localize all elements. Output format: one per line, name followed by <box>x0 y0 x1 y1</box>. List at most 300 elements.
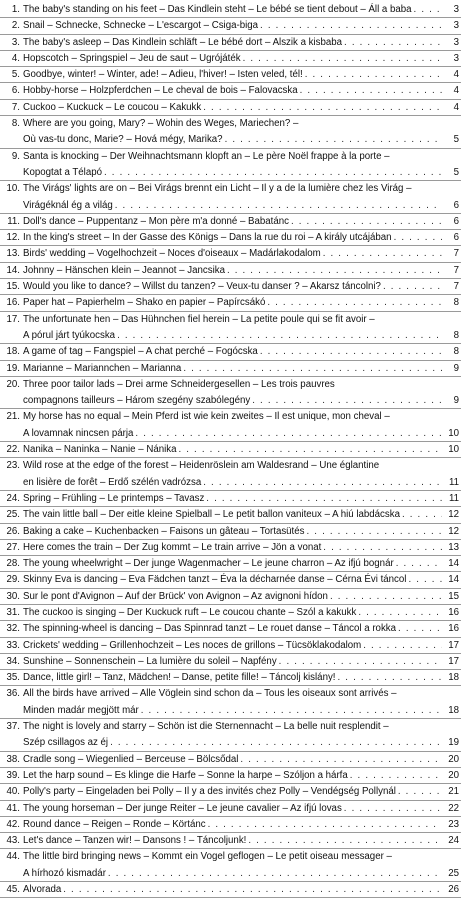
page-number: 20 <box>448 769 459 781</box>
entry-title: A game of tag – Fangspiel – A chat perché – Fogócska <box>23 346 258 358</box>
page-number: 4 <box>453 69 459 81</box>
entry-title: In the king's street – In der Gasse des Königs – Dans la rue du roi – A király utcájában <box>23 232 392 244</box>
entry-number: 40. <box>6 786 20 798</box>
dot-leader <box>115 328 442 344</box>
page-number: 11 <box>448 492 459 504</box>
dot-leader <box>328 589 442 605</box>
entry-body <box>23 670 442 686</box>
entry-body <box>23 882 442 898</box>
toc-entry <box>0 344 461 360</box>
entry-body <box>23 67 442 83</box>
dot-leader <box>206 817 442 833</box>
dot-leader <box>412 2 442 18</box>
dot-leader <box>250 393 442 409</box>
entry-title: The unfortunate hen – Das Hühnchen fiel herein – La petite poule qui se fit avoir – <box>23 313 375 325</box>
entry-body <box>23 344 442 360</box>
toc-entry <box>0 51 461 67</box>
entry-body <box>23 768 442 784</box>
page-number: 8 <box>453 297 459 309</box>
page-number: 13 <box>448 541 459 553</box>
entry-number: 34. <box>6 655 20 667</box>
entry-title: Kopogtat a Télapó <box>23 166 102 178</box>
entry-body <box>23 703 442 719</box>
page-number: 12 <box>448 509 459 521</box>
page-number: 7 <box>453 264 459 276</box>
entry-title: The little bird bringing news – Kommt ein Vogel geflogen – Le petit oiseau messager – <box>23 851 392 863</box>
dot-leader <box>102 165 442 181</box>
dot-leader <box>201 475 442 491</box>
toc-entry <box>0 572 461 588</box>
dot-leader <box>238 752 442 768</box>
entry-title: The vain little ball – Der eitle kleine Spielball – Le petit ballon vaniteux – A hiú labdácska <box>23 509 400 521</box>
entry-title: Three poor tailor lads – Drei arme Schneidergesellen – Les trois pauvres <box>23 378 335 390</box>
dot-leader <box>265 295 442 311</box>
entry-body <box>23 198 442 214</box>
toc-entry <box>0 849 461 865</box>
entry-title: Polly's party – Eingeladen bei Polly – Il y a des invités chez Polly – Vendégség Pollynál <box>23 786 396 798</box>
toc-entry <box>0 524 461 540</box>
entry-number: 43. <box>6 835 20 847</box>
dot-leader <box>396 621 442 637</box>
entry-title: Let's dance – Tanzen wir! – Dansons ! – Táncoljunk! <box>23 835 247 847</box>
toc-entry <box>0 149 461 165</box>
entry-body <box>23 589 442 605</box>
page-number: 6 <box>453 215 459 227</box>
toc-entry <box>0 784 461 800</box>
entry-body <box>23 426 442 442</box>
entry-number: 8. <box>11 118 20 130</box>
entry-body <box>23 654 442 670</box>
page-number: 8 <box>453 346 459 358</box>
page-number: 25 <box>448 867 459 879</box>
page-number: 8 <box>453 329 459 341</box>
entry-number: 2. <box>11 20 20 32</box>
toc-entry-continuation <box>0 198 461 214</box>
toc-entry <box>0 654 461 670</box>
entry-number: 18. <box>6 346 20 358</box>
page-number: 3 <box>453 20 459 32</box>
toc-entry-continuation <box>0 165 461 181</box>
toc-entry-continuation <box>0 703 461 719</box>
entry-title: The Virágs' lights are on – Bei Virágs brennt ein Licht – Il y a de la lumière chez les Virág – <box>23 183 412 195</box>
entry-title: All the birds have arrived – Alle Vöglein sind schon da – Tous les oiseaux sont arrivés – <box>23 688 397 700</box>
dot-leader <box>277 654 442 670</box>
entry-body <box>23 752 442 768</box>
entry-number: 1. <box>11 4 20 15</box>
page-number: 16 <box>448 606 459 618</box>
entry-number: 6. <box>11 85 20 97</box>
entry-number: 12. <box>6 232 20 244</box>
entry-body <box>23 719 442 735</box>
entry-body <box>23 491 442 507</box>
toc-entry-continuation <box>0 866 461 882</box>
page-number: 26 <box>448 884 459 896</box>
entry-body <box>23 556 442 572</box>
entry-title: Round dance – Reigen – Ronde – Körtánc <box>23 818 206 830</box>
entry-title: Goodbye, winter! – Winter, ade! – Adieu, l'hiver! – Isten veled, tél! <box>23 69 303 81</box>
entry-body <box>23 442 442 458</box>
toc-entry <box>0 507 461 523</box>
page-number: 3 <box>453 4 459 15</box>
entry-title: Would you like to dance? – Willst du tanzen? – Veux-tu danser ? – Akarsz táncolni? <box>23 281 381 293</box>
toc-entry <box>0 246 461 262</box>
entry-body <box>23 214 442 230</box>
entry-body <box>23 149 442 165</box>
dot-leader <box>348 768 442 784</box>
page-number: 9 <box>453 395 459 407</box>
entry-number: 28. <box>6 558 20 570</box>
page-number: 9 <box>453 362 459 374</box>
dot-leader <box>223 132 442 148</box>
entry-title: Dance, little girl! – Tanz, Mädchen! – Danse, petite fille! – Táncolj kislány! <box>23 672 336 684</box>
page-number: 4 <box>453 85 459 97</box>
entry-title: Baking a cake – Kuchenbacken – Faisons un gâteau – Tortasütés <box>23 525 305 537</box>
entry-body <box>23 524 442 540</box>
entry-title: Virágéknál ég a világ <box>23 199 113 211</box>
page-number: 14 <box>448 574 459 586</box>
dot-leader <box>246 833 442 849</box>
entry-body <box>23 181 442 197</box>
entry-body <box>23 507 442 523</box>
dot-leader <box>342 801 442 817</box>
dot-leader <box>241 51 442 67</box>
page-number: 16 <box>448 623 459 635</box>
entry-title: A lovamnak nincsen párja <box>23 427 134 439</box>
toc-entry <box>0 540 461 556</box>
page-number: 3 <box>453 52 459 64</box>
entry-number: 44. <box>6 851 20 863</box>
page-number: 14 <box>448 558 459 570</box>
entry-title: Skinny Eva is dancing – Eva Fädchen tanzt – Éva la décharnée danse – Cérna Évi táncol <box>23 574 407 586</box>
entry-title: The cuckoo is singing – Der Kuckuck ruft – Le coucou chante – Szól a kakukk <box>23 606 357 618</box>
page-number: 4 <box>453 101 459 113</box>
toc-entry <box>0 833 461 849</box>
entry-number: 33. <box>6 639 20 651</box>
dot-leader <box>176 442 442 458</box>
entry-number: 19. <box>6 362 20 374</box>
toc-entry <box>0 214 461 230</box>
toc-entry <box>0 100 461 116</box>
entry-title: Minden madár megjött már <box>23 704 139 716</box>
entry-number: 27. <box>6 541 20 553</box>
page-number: 11 <box>448 476 459 488</box>
page-number: 6 <box>453 199 459 211</box>
entry-title: Spring – Frühling – Le printemps – Tavasz <box>23 492 205 504</box>
entry-number: 38. <box>6 753 20 765</box>
dot-leader <box>303 67 442 83</box>
entry-body <box>23 263 442 279</box>
page-number: 10 <box>448 427 459 439</box>
entry-title: Paper hat – Papierhelm – Shako en papier – Papírcsákó <box>23 297 266 309</box>
entry-number: 35. <box>6 672 20 684</box>
dot-leader <box>289 214 442 230</box>
dot-leader <box>108 735 442 751</box>
entry-body <box>23 51 442 67</box>
page-number: 7 <box>453 248 459 260</box>
dot-leader <box>342 35 442 51</box>
entry-title: Cradle song – Wiegenlied – Berceuse – Bölcsődal <box>23 753 239 765</box>
dot-leader <box>201 100 442 116</box>
entry-body <box>23 638 442 654</box>
toc-entry <box>0 83 461 99</box>
toc-entry <box>0 605 461 621</box>
entry-number: 3. <box>11 36 20 48</box>
toc-entry <box>0 882 461 898</box>
dot-leader <box>113 198 442 214</box>
entry-title: Marianne – Mariannchen – Marianna <box>23 362 182 374</box>
entry-title: Crickets' wedding – Grillenhochzeit – Les noces de grillons – Tücsöklakodalom <box>23 639 362 651</box>
dot-leader <box>406 572 442 588</box>
page-number: 20 <box>448 753 459 765</box>
toc-entry <box>0 35 461 51</box>
page-number: 6 <box>453 232 459 244</box>
toc-entry <box>0 361 461 377</box>
entry-title: My horse has no equal – Mein Pferd ist wie kein zweites – Il est unique, mon cheval – <box>23 411 390 423</box>
entry-number: 45. <box>6 884 20 896</box>
entry-title: compagnons tailleurs – Három szegény szabólegény <box>23 395 251 407</box>
entry-body <box>23 246 442 262</box>
entry-body <box>23 458 442 474</box>
page-number: 12 <box>448 525 459 537</box>
toc-entry <box>0 556 461 572</box>
dot-leader <box>321 540 442 556</box>
toc-entry <box>0 377 461 393</box>
entry-body <box>23 165 442 181</box>
entry-title: Let the harp sound – Es klinge die Harfe – Sonne la harpe – Szóljon a hárfa <box>23 769 348 781</box>
page-number: 21 <box>448 786 459 798</box>
dot-leader <box>336 670 443 686</box>
dot-leader <box>258 344 442 360</box>
entry-number: 37. <box>6 721 20 733</box>
toc-entry <box>0 589 461 605</box>
entry-body <box>23 100 442 116</box>
toc-entry-continuation <box>0 475 461 491</box>
dot-leader <box>133 426 442 442</box>
dot-leader <box>392 230 442 246</box>
entry-title: en lisière de forêt – Erdő szélén vadrózsa <box>23 476 202 488</box>
entry-number: 15. <box>6 281 20 293</box>
page-number: 5 <box>453 166 459 178</box>
entry-number: 30. <box>6 590 20 602</box>
entry-title: Doll's dance – Puppentanz – Mon père m'a donné – Babatánc <box>23 215 289 227</box>
entry-number: 29. <box>6 574 20 586</box>
entry-body <box>23 572 442 588</box>
entry-body <box>23 295 442 311</box>
toc-entry <box>0 670 461 686</box>
toc-entry-continuation <box>0 393 461 409</box>
toc-entry <box>0 458 461 474</box>
toc-entry <box>0 442 461 458</box>
entry-title: Hopscotch – Springspiel – Jeu de saut – Ugrójáték <box>23 52 241 64</box>
page-number: 18 <box>448 704 459 716</box>
toc-entry <box>0 263 461 279</box>
entry-body <box>23 230 442 246</box>
page-number: 3 <box>453 36 459 48</box>
toc-entry <box>0 181 461 197</box>
entry-title: Où vas-tu donc, Marie? – Hová mégy, Marika? <box>23 134 223 146</box>
toc-entry <box>0 817 461 833</box>
entry-title: Here comes the train – Der Zug kommt – Le train arrive – Jön a vonat <box>23 541 322 553</box>
dot-leader <box>321 246 442 262</box>
entry-title: The young horseman – Der junge Reiter – Le jeune cavalier – Az ifjú lovas <box>23 802 342 814</box>
entry-number: 22. <box>6 444 20 456</box>
dot-leader <box>61 882 442 898</box>
entry-title: Hobby-horse – Holzpferdchen – Le cheval de bois – Falovacska <box>23 85 298 97</box>
entry-body <box>23 83 442 99</box>
page-number: 17 <box>448 639 459 651</box>
entry-body <box>23 312 442 328</box>
entry-title: Snail – Schnecke, Schnecke – L'escargot – Csiga-biga <box>23 20 259 32</box>
entry-number: 32. <box>6 623 20 635</box>
entry-body <box>23 328 442 344</box>
entry-body <box>23 393 442 409</box>
entry-title: Sur le pont d'Avignon – Auf der Brück' von Avignon – Az avignoni hídon <box>23 590 328 602</box>
entry-number: 21. <box>6 411 20 423</box>
toc-entry <box>0 752 461 768</box>
page-number: 5 <box>453 134 459 146</box>
page-number: 24 <box>448 835 459 847</box>
toc-entry <box>0 621 461 637</box>
entry-number: 5. <box>11 69 20 81</box>
dot-leader <box>394 556 442 572</box>
entry-body <box>23 801 442 817</box>
entry-number: 41. <box>6 802 20 814</box>
dot-leader <box>305 524 443 540</box>
page-number: 15 <box>448 590 459 602</box>
toc-entry <box>0 638 461 654</box>
entry-title: The baby's standing on his feet – Das Kindlein steht – Le bébé se tient debout – Áll a baba <box>23 4 412 15</box>
dot-leader <box>225 263 442 279</box>
entry-number: 23. <box>6 460 20 472</box>
entry-body <box>23 377 442 393</box>
entry-body <box>23 2 442 18</box>
entry-title: Alvorada <box>23 884 62 896</box>
entry-body <box>23 116 442 132</box>
entry-title: Szép csillagos az éj <box>23 737 109 749</box>
entry-title: Johnny – Hänschen klein – Jeannot – Jancsika <box>23 264 225 276</box>
dot-leader <box>258 18 442 34</box>
entry-body <box>23 132 442 148</box>
entry-number: 10. <box>6 183 20 195</box>
dot-leader <box>106 866 442 882</box>
toc-entry-continuation <box>0 132 461 148</box>
toc-entry <box>0 67 461 83</box>
entry-title: The baby's asleep – Das Kindlein schläft – Le bébé dort – Alszik a kisbaba <box>23 36 343 48</box>
dot-leader <box>204 491 442 507</box>
entry-body <box>23 686 442 702</box>
entry-title: A hírhozó kismadár <box>23 867 106 879</box>
entry-body <box>23 605 442 621</box>
toc-entry-continuation <box>0 735 461 751</box>
entry-body <box>23 866 442 882</box>
toc-entry <box>0 18 461 34</box>
entry-body <box>23 35 442 51</box>
entry-number: 24. <box>6 492 20 504</box>
entry-body <box>23 18 442 34</box>
toc-entry <box>0 768 461 784</box>
toc-entry <box>0 2 461 18</box>
entry-number: 4. <box>11 52 20 64</box>
entry-body <box>23 409 442 425</box>
dot-leader <box>298 83 442 99</box>
dot-leader <box>139 703 442 719</box>
toc-entry <box>0 279 461 295</box>
entry-number: 9. <box>11 150 20 162</box>
page-number: 18 <box>448 672 459 684</box>
entry-body <box>23 817 442 833</box>
entry-body <box>23 833 442 849</box>
entry-body <box>23 784 442 800</box>
entry-number: 11. <box>7 215 20 227</box>
dot-leader <box>356 605 442 621</box>
entry-number: 7. <box>11 101 20 113</box>
dot-leader <box>361 638 442 654</box>
dot-leader <box>381 279 442 295</box>
entry-body <box>23 475 442 491</box>
toc-entry <box>0 312 461 328</box>
entry-number: 13. <box>6 248 20 260</box>
entry-body <box>23 540 442 556</box>
entry-number: 39. <box>6 769 20 781</box>
entry-title: Wild rose at the edge of the forest – Heidenröslein am Waldesrand – Une églantine <box>23 460 380 472</box>
entry-title: Birds' wedding – Vogelhochzeit – Noces d'oiseaux – Madárlakodalom <box>23 248 321 260</box>
entry-title: The spinning-wheel is dancing – Das Spinnrad tanzt – Le rouet danse – Táncol a rokka <box>23 623 397 635</box>
entry-number: 31. <box>6 606 20 618</box>
entry-title: A pórul járt tyúkocska <box>23 329 116 341</box>
toc-entry <box>0 409 461 425</box>
page-number: 22 <box>448 802 459 814</box>
page-number: 23 <box>448 818 459 830</box>
entry-title: The young wheelwright – Der junge Wagenmacher – Le jeune charron – Az ifjú bognár <box>23 558 394 570</box>
toc-entry <box>0 295 461 311</box>
entry-number: 42. <box>6 818 20 830</box>
entry-number: 17. <box>6 313 20 325</box>
entry-number: 20. <box>6 378 20 390</box>
entry-body <box>23 849 442 865</box>
page-number: 17 <box>448 655 459 667</box>
entry-title: The night is lovely and starry – Schön ist die Sternennacht – La belle nuit resplendit – <box>23 721 389 733</box>
entry-title: Cuckoo – Kuckuck – Le coucou – Kakukk <box>23 101 202 113</box>
toc-entry <box>0 801 461 817</box>
page-number: 10 <box>448 444 459 456</box>
dot-leader <box>181 361 442 377</box>
toc-entry-continuation <box>0 328 461 344</box>
entry-title: Santa is knocking – Der Weihnachtsmann klopft an – Le père Noël frappe à la porte – <box>23 150 390 162</box>
entry-title: Where are you going, Mary? – Wohin des Weges, Mariechen? – <box>23 118 299 130</box>
toc-entry-continuation <box>0 426 461 442</box>
entry-body <box>23 621 442 637</box>
entry-body <box>23 361 442 377</box>
dot-leader <box>396 784 442 800</box>
toc-entry <box>0 719 461 735</box>
toc-entry <box>0 686 461 702</box>
entry-title: Nanika – Naninka – Nanie – Nánika <box>23 444 177 456</box>
page-number: 19 <box>448 737 459 749</box>
entry-number: 36. <box>6 688 20 700</box>
toc-entry <box>0 230 461 246</box>
entry-body <box>23 279 442 295</box>
page-number: 7 <box>453 281 459 293</box>
toc-entry <box>0 116 461 132</box>
toc-entry <box>0 491 461 507</box>
entry-number: 14. <box>6 264 20 276</box>
entry-number: 16. <box>6 297 20 309</box>
entry-number: 25. <box>6 509 20 521</box>
entry-title: Sunshine – Sonnenschein – La lumière du soleil – Napfény <box>23 655 277 667</box>
entry-number: 26. <box>6 525 20 537</box>
entry-body <box>23 735 442 751</box>
dot-leader <box>400 507 442 523</box>
